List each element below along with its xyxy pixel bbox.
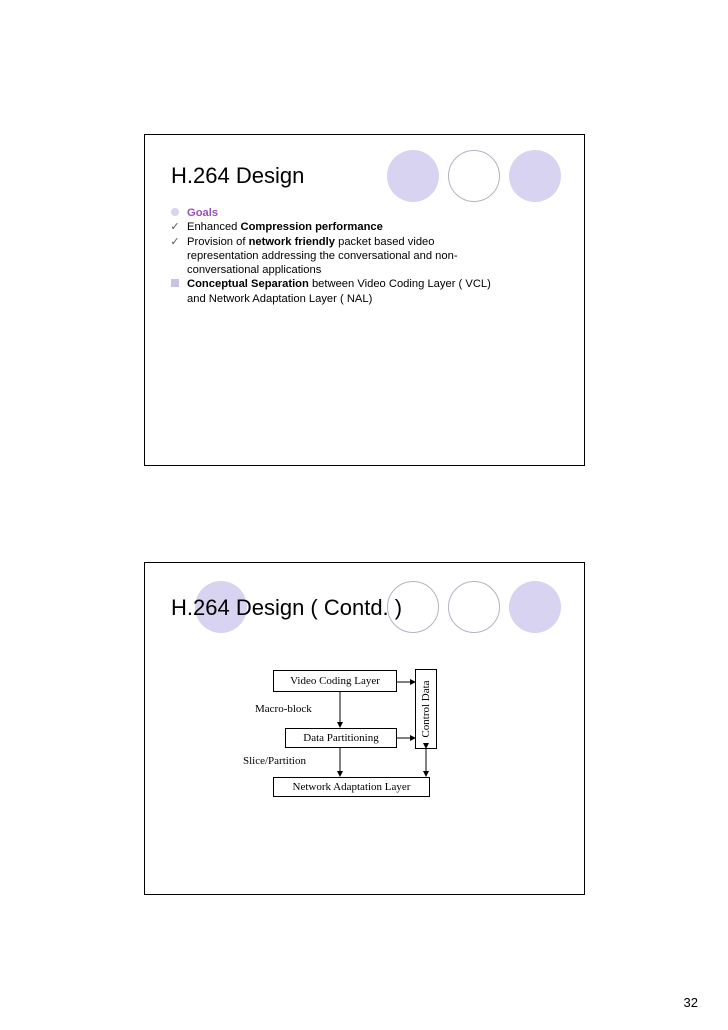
bullet-text: and Network Adaptation Layer ( NAL) [187, 292, 373, 305]
vcl-box: Video Coding Layer [273, 670, 397, 692]
data-partitioning-box: Data Partitioning [285, 728, 397, 748]
square-bullet-icon [169, 277, 181, 291]
slide-1 [144, 134, 585, 466]
slide-2 [144, 562, 585, 895]
bullet-bold-text: Conceptual Separation [187, 278, 309, 291]
bullet-item [167, 235, 567, 278]
slide-title: H.264 Design [171, 163, 305, 188]
goals-label: Goals [187, 207, 219, 219]
bullet-bold-text: Compression performance [240, 221, 383, 234]
decor-circle [509, 150, 561, 202]
bullet-text: packet based video [334, 235, 435, 248]
slide-title: H.264 Design ( Contd. ) [171, 595, 403, 620]
bullet-list [167, 206, 567, 306]
decor-circle [448, 150, 500, 202]
slice-partition-label: Slice/Partition [243, 755, 306, 767]
page-number: 32 [683, 995, 698, 1010]
bullet-text: Enhanced [187, 221, 241, 234]
bullet-dot-icon [169, 206, 181, 220]
bullet-bold-text: network friendly [248, 235, 335, 248]
bullet-text: Provision of [187, 235, 249, 248]
nal-box: Network Adaptation Layer [273, 777, 430, 797]
bullet-text: between Video Coding Layer ( VCL) [308, 278, 491, 291]
bullet-text: conversational applications [187, 264, 322, 277]
bullet-goals [167, 206, 567, 220]
checkmark-icon: ✓ [170, 221, 180, 234]
bullet-item [167, 220, 567, 234]
decor-circle [387, 150, 439, 202]
bullet-item [167, 277, 567, 306]
macroblock-label: Macro-block [255, 703, 312, 715]
control-data-label: Control Data [420, 680, 432, 738]
checkmark-icon: ✓ [170, 235, 180, 248]
bullet-text: representation addressing the conversational and non- [187, 249, 458, 262]
